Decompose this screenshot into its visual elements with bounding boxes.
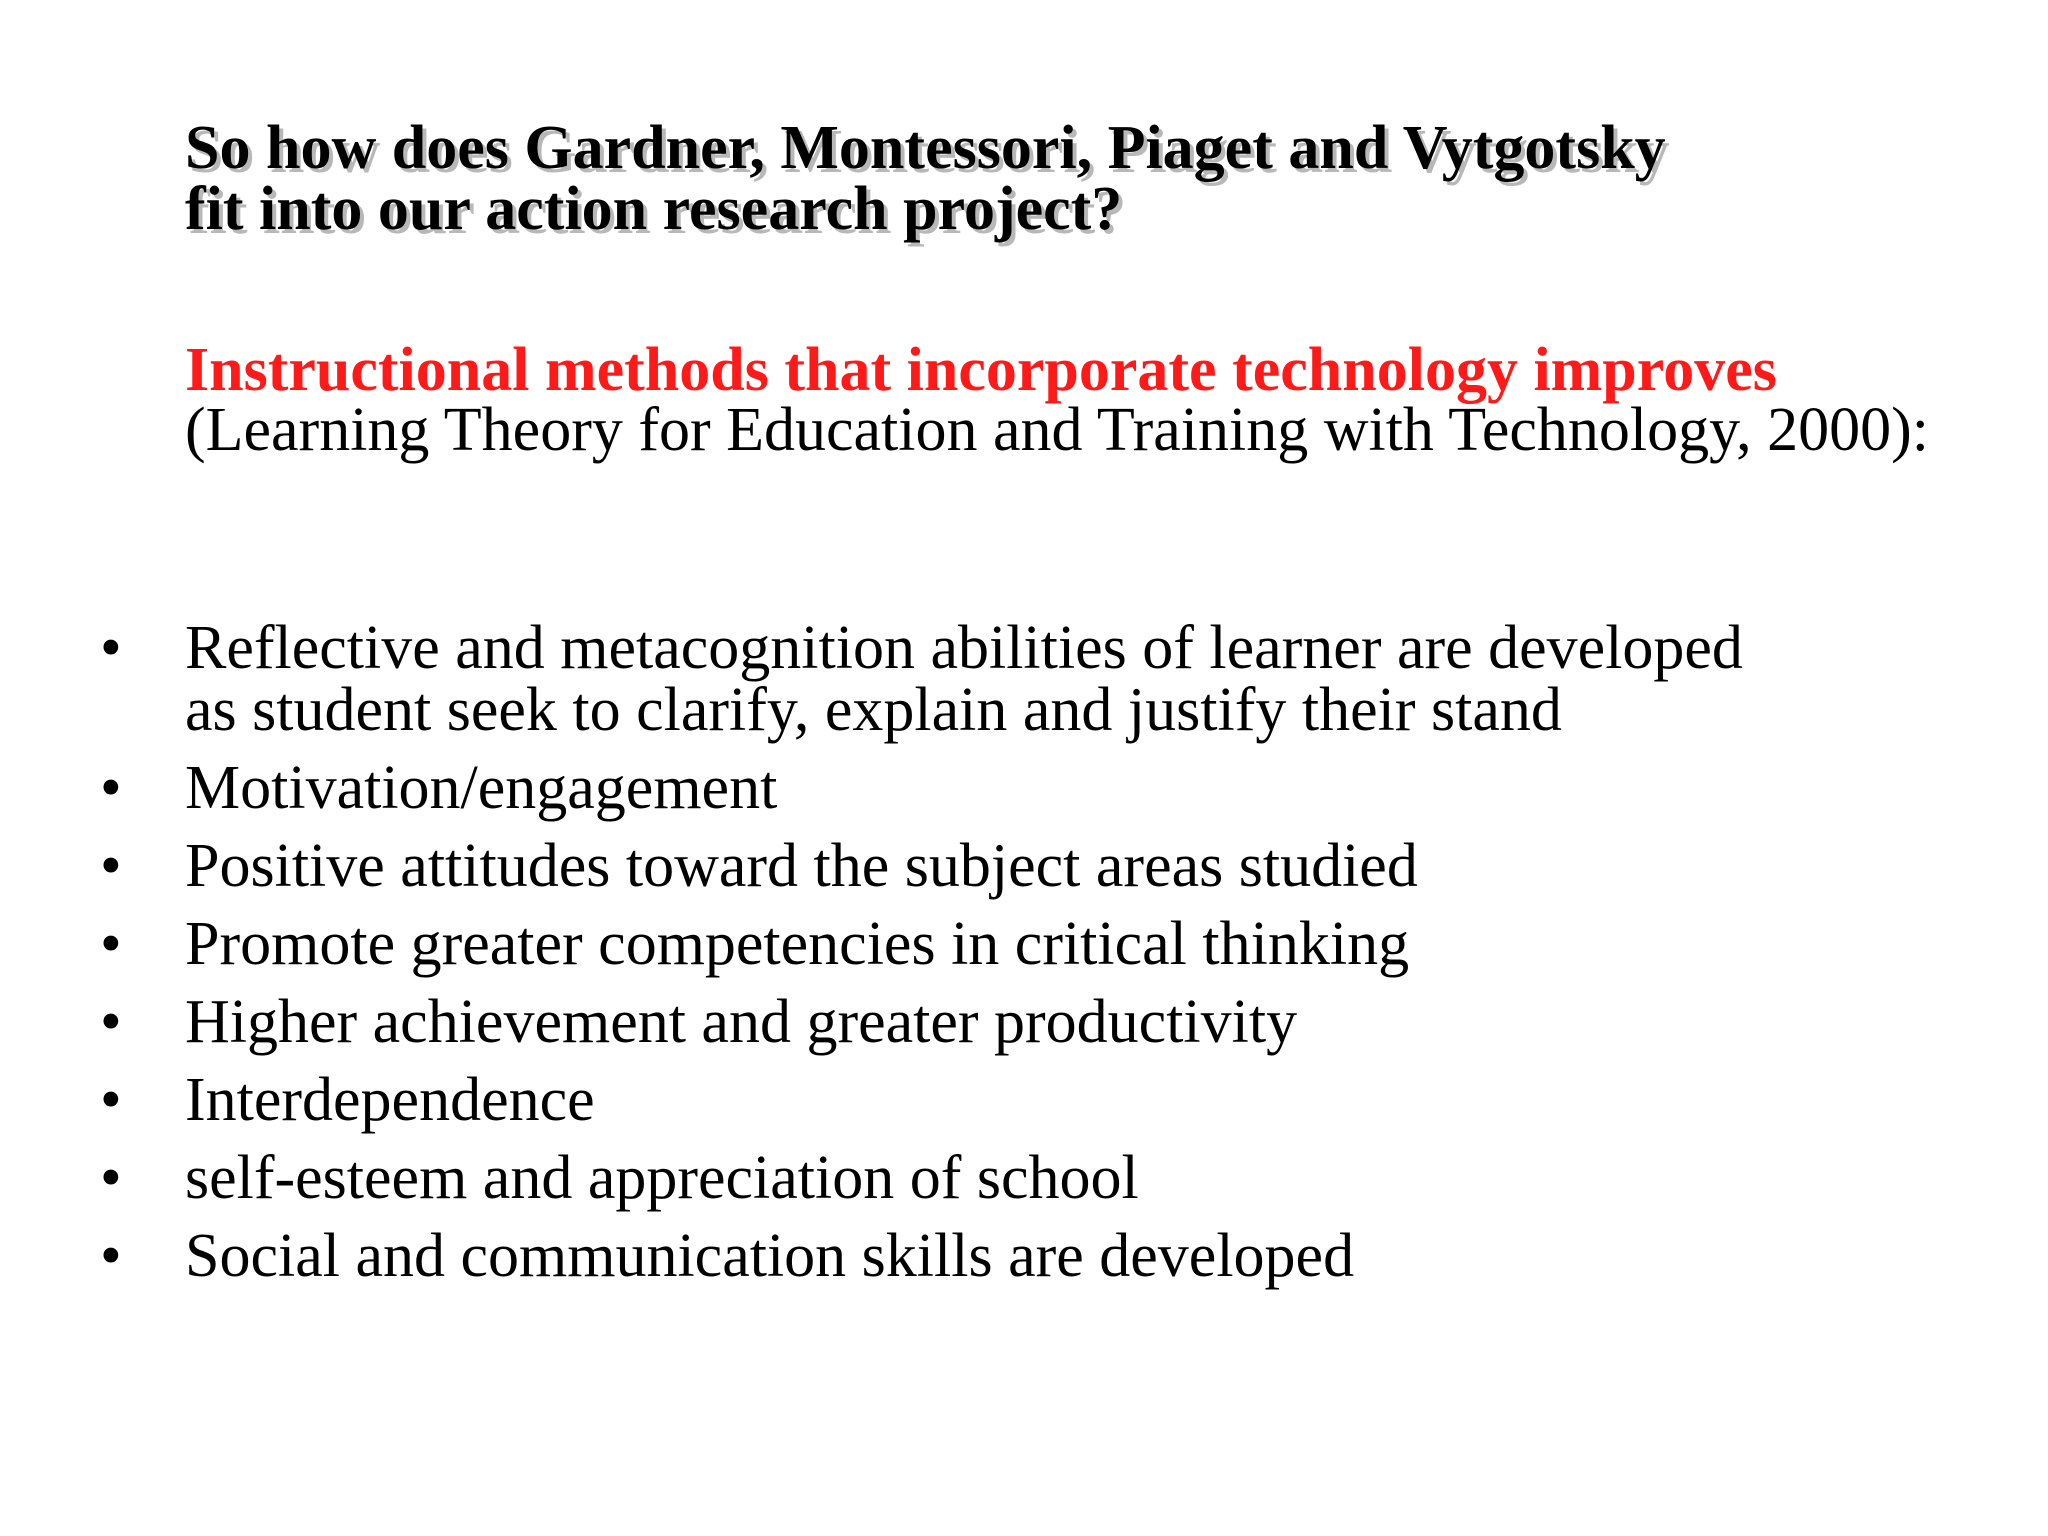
bullet-icon: •: [100, 910, 122, 978]
list-item-line: Reflective and metacognition abilities of learner are developed: [185, 614, 1743, 682]
bullet-icon: •: [100, 1144, 122, 1212]
list-item: [100, 1222, 2000, 1290]
benefits-list: [100, 614, 2000, 1303]
slide-title: [185, 114, 1945, 243]
bullet-icon: •: [100, 1222, 122, 1290]
intro-paragraph: [185, 336, 2005, 464]
list-item: [100, 1144, 2000, 1212]
list-item: [100, 910, 2000, 978]
list-item-text: Promote greater competencies in critical thinking: [185, 910, 1410, 978]
bullet-icon: •: [100, 754, 122, 822]
list-item: [100, 754, 2000, 822]
list-item-text: Motivation/engagement: [185, 754, 778, 822]
bullet-icon: •: [100, 832, 122, 900]
bullet-icon: •: [100, 988, 122, 1056]
intro-highlight: Instructional methods that incorporate technology improves: [185, 336, 1777, 404]
bullet-icon: •: [100, 1066, 122, 1134]
list-item-text: [185, 614, 2000, 744]
bullet-icon: •: [100, 614, 122, 682]
slide-title-line-1: So how does Gardner, Montessori, Piaget and Vytgotsky: [185, 114, 1666, 182]
list-item-text: Higher achievement and greater productivity: [185, 988, 1298, 1056]
list-item-text: self-esteem and appreciation of school: [185, 1144, 1139, 1212]
list-item-text: Social and communication skills are developed: [185, 1222, 1355, 1290]
list-item: [100, 1066, 2000, 1134]
intro-citation: (Learning Theory for Education and Training with Technology, 2000):: [185, 396, 1929, 464]
list-item-text: Interdependence: [185, 1066, 595, 1134]
list-item: [100, 614, 2000, 744]
list-item: [100, 988, 2000, 1056]
list-item-text: Positive attitudes toward the subject areas studied: [185, 832, 1418, 900]
slide-title-line-2: fit into our action research project?: [185, 175, 1123, 243]
list-item-line: as student seek to clarify, explain and justify their stand: [185, 676, 1562, 744]
list-item: [100, 832, 2000, 900]
